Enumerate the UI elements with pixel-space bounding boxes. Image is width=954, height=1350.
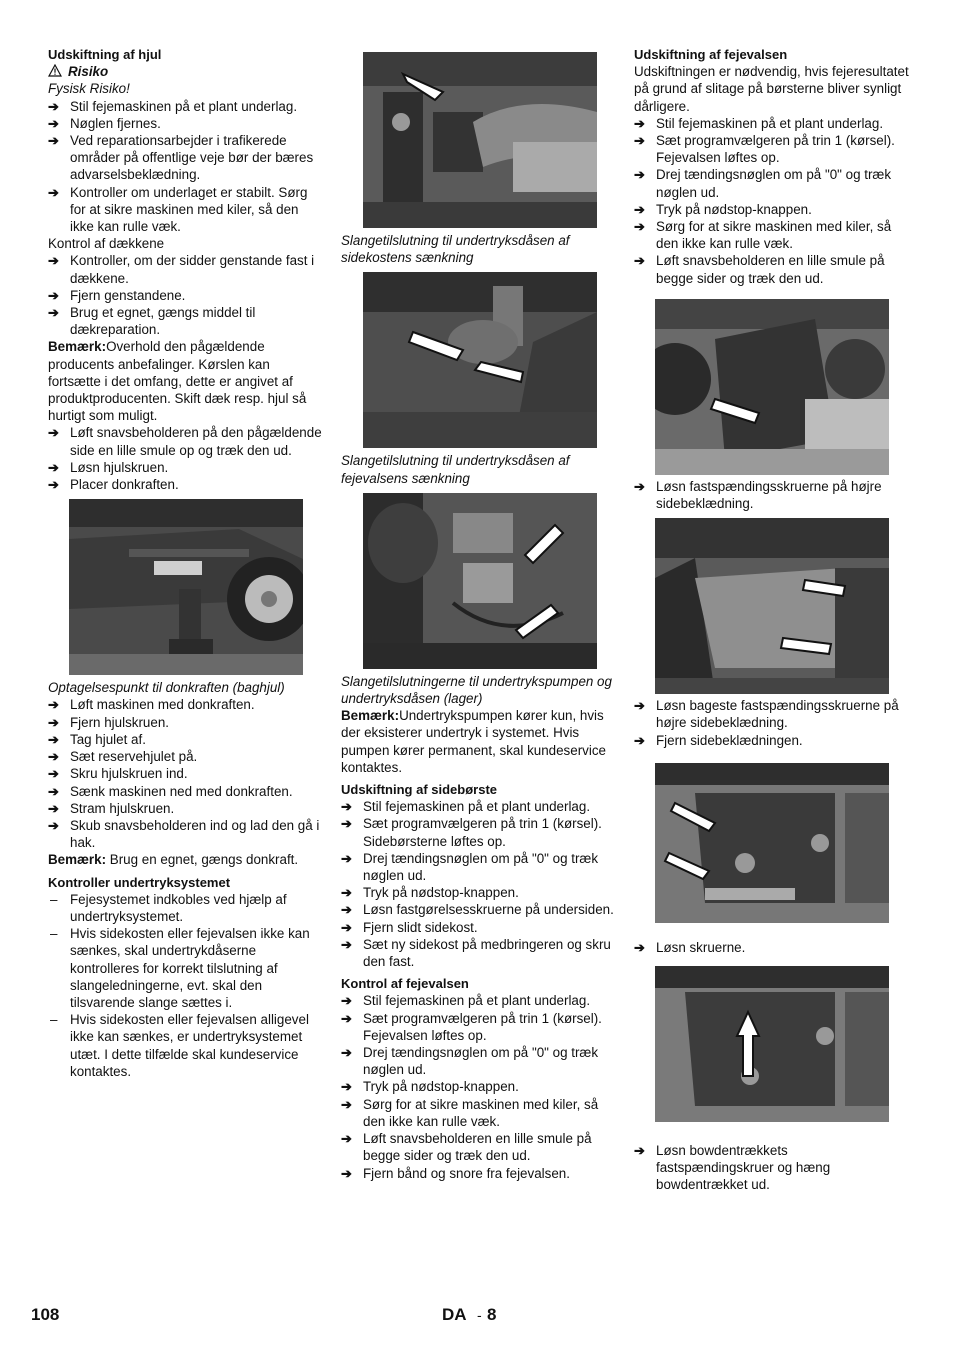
step-item: ➔ Fjern bånd og snore fra fejevalsen. (341, 1165, 570, 1181)
language-code: DA (442, 1305, 467, 1324)
step-list (634, 697, 909, 749)
step-item: ➔ Fjern slidt sidekost. (341, 919, 478, 935)
arrow-right-icon: ➔ (341, 919, 352, 935)
photo-caption: Slangetilslutning til undertryksdåsen af sidekostens sænkning (341, 233, 570, 266)
section-title-vacuum: Kontroller undertryksystemet (48, 874, 231, 890)
step-item: ➔ Løft maskinen med donkraften. (48, 697, 255, 713)
step-item: ➔ Sæt programvælgeren på trin 1 (kørsel). Fejevalsen løftes op. (341, 1010, 602, 1043)
step-item: ➔ Stil fejemaskinen på et plant underlag. (48, 98, 298, 114)
arrow-right-icon: ➔ (48, 731, 59, 747)
arrow-right-icon: ➔ (48, 425, 59, 441)
arrow-right-icon: ➔ (48, 115, 59, 131)
note: Bemærk: Brug en egnet, gængs donkraft. (48, 852, 299, 868)
arrow-right-icon: ➔ (341, 902, 352, 918)
step-item: ➔ Skru hjulskruen ind. (48, 766, 188, 782)
section-title-side-brush: Udskiftning af sidebørste (341, 782, 498, 798)
arrow-right-icon: ➔ (48, 133, 59, 149)
step-list (48, 424, 323, 493)
step-item: ➔ Fjern genstandene. (48, 287, 186, 303)
photo-caption: Slangetilslutningerne til undertrykspumpen og undertryksdåsen (lager) (341, 673, 612, 707)
step-item: ➔ Løft snavsbeholderen på den pågældende side en lille smule op og træk den ud. (48, 425, 322, 458)
arrow-right-icon: ➔ (48, 800, 59, 816)
arrow-right-icon: ➔ (341, 936, 352, 952)
step-item: ➔ Sørg for at sikre maskinen med kiler, så den ikke kan rulle væk. (634, 219, 892, 252)
step-item: ➔ Løft snavsbeholderen en lille smule på begge sider og træk den ud. (634, 253, 885, 286)
step-list (341, 992, 619, 1181)
section-title-roller-replace: Udskiftning af fejevalsen (634, 47, 788, 62)
arrow-right-icon: ➔ (634, 253, 645, 269)
step-item: ➔ Kontroller, om der sidder genstande fast i dækkene. (48, 253, 315, 286)
step-item: ➔ Drej tændingsnøglen om på "0" og træk nøglen ud. (341, 850, 599, 884)
side-panel-photo (655, 299, 889, 475)
column-left (48, 46, 323, 1080)
step-item: ➔ Sørg for at sikre maskinen med kiler, så den ikke kan rulle væk. (341, 1096, 599, 1129)
step-item: ➔ Sæt programvælgeren på trin 1 (kørsel). Fejevalsen løftes op. (634, 133, 895, 166)
note: Bemærk:Undertrykspumpen kører kun, hvis der eksisterer undertryk i systemet. Hvis pumpen kører permanent, skal kundeservice kontaktes. (341, 708, 606, 775)
step-item: ➔ Løft snavsbeholderen en lille smule på begge sider og træk den ud. (341, 1131, 592, 1164)
column-right (634, 46, 909, 1194)
step-item: ➔ Placer donkraften. (48, 477, 179, 493)
step-item: ➔ Kontroller om underlaget er stabilt. Sørg for at sikre maskinen med kiler, så den ikke kan rulle væk. (48, 184, 308, 235)
arrow-right-icon: ➔ (48, 98, 59, 114)
dash-item: – Hvis sidekosten eller fejevalsen ikke kan sænkes, skal undertrykdåserne kontrolleres for korrekt tilslutning af slangeledningerne, evt. skal den tilsvarende slange sættes i. (50, 926, 310, 1010)
jack-point-photo (69, 499, 303, 675)
arrow-right-icon: ➔ (341, 993, 352, 1009)
warning-triangle-icon (48, 64, 62, 77)
step-item: ➔ Tryk på nødstop-knappen. (634, 201, 812, 217)
column-middle (341, 46, 619, 1182)
step-item: ➔ Sæt reservehjulet på. (48, 749, 198, 765)
roller-hose-photo (363, 272, 597, 448)
arrow-right-icon: ➔ (48, 783, 59, 799)
arrow-right-icon: ➔ (341, 1096, 352, 1112)
step-item: ➔ Fjern hjulskruen. (48, 714, 169, 730)
arrow-right-icon: ➔ (634, 698, 645, 714)
step-item: ➔ Tryk på nødstop-knappen. (341, 885, 519, 901)
arrow-right-icon: ➔ (634, 478, 645, 494)
arrow-right-icon: ➔ (48, 477, 59, 493)
step-list (48, 696, 323, 851)
risk-heading (48, 63, 323, 80)
step-list (48, 98, 323, 236)
step-item: ➔ Drej tændingsnøglen om på "0" og træk nøglen ud. (341, 1045, 599, 1078)
section-title-roller-check: Kontrol af fejevalsen (341, 976, 469, 992)
arrow-right-icon: ➔ (341, 1131, 352, 1147)
step-item: ➔ Løsn bageste fastspændingsskruerne på højre sidebeklædning. (634, 698, 899, 731)
arrow-right-icon: ➔ (48, 184, 59, 200)
footer-separator: - (477, 1307, 482, 1323)
dash-item: – Fejesystemet indkobles ved hjælp af undertryksystemet. (50, 891, 287, 924)
risk-label: Risiko (68, 64, 109, 80)
inner-screws-photo (655, 763, 889, 923)
arrow-right-icon: ➔ (48, 714, 59, 730)
step-item: ➔ Nøglen fjernes. (48, 115, 161, 131)
arrow-right-icon: ➔ (634, 1143, 645, 1159)
side-brush-hose-photo (363, 52, 597, 228)
arrow-right-icon: ➔ (634, 133, 645, 149)
photo-caption: Optagelsespunkt til donkraften (baghjul) (48, 680, 285, 696)
arrow-right-icon: ➔ (48, 817, 59, 833)
dash-item: – Hvis sidekosten eller fejevalsen alligevel ikke kan sænkes, er undertryksystemet utæt. I dette tilfælde skal kundeservice kontaktes. (50, 1012, 309, 1079)
arrow-right-icon: ➔ (48, 459, 59, 475)
step-item: ➔ Løsn bowdentrækkets fastspændingskruer og hæng bowdentrækket ud. (634, 1143, 831, 1193)
arrow-right-icon: ➔ (341, 885, 352, 901)
step-list (48, 252, 323, 338)
photo-caption: Slangetilslutning til undertryksdåsen af fejevalsens sænkning (341, 453, 570, 486)
arrow-right-icon: ➔ (634, 219, 645, 235)
step-list (634, 115, 909, 287)
step-item: ➔ Sænk maskinen ned med donkraften. (48, 783, 293, 799)
section-page-number: 8 (487, 1305, 497, 1324)
arrow-right-icon: ➔ (48, 305, 59, 321)
step-item: ➔ Løsn fastgørelsesskruerne på undersiden. (341, 902, 614, 918)
arrow-right-icon: ➔ (48, 253, 59, 269)
arrow-right-icon: ➔ (48, 697, 59, 713)
step-item: ➔ Stram hjulskruen. (48, 800, 175, 816)
step-item: ➔ Sæt programvælgeren på trin 1 (kørsel). Sidebørsterne løftes op. (341, 816, 602, 849)
arrow-right-icon: ➔ (634, 732, 645, 748)
arrow-right-icon: ➔ (341, 1010, 352, 1026)
arrow-right-icon: ➔ (341, 1045, 352, 1061)
section-title-wheel: Udskiftning af hjul (48, 47, 162, 62)
subsection-tires: Kontrol af dækkene (48, 236, 165, 252)
step-item: ➔ Skub snavsbeholderen ind og lad den gå i hak. (48, 817, 320, 851)
bowden-cable-photo (655, 966, 889, 1122)
rear-screws-photo (655, 518, 889, 694)
arrow-right-icon: ➔ (634, 939, 645, 955)
intro-text: Udskiftningen er nødvendig, hvis fejeresultatet på grund af slitage på børsterne bliver synligt dårligere. (634, 64, 909, 114)
arrow-right-icon: ➔ (341, 1079, 352, 1095)
step-item: ➔ Løsn skruerne. (634, 939, 746, 955)
step-item: ➔ Sæt ny sidekost på medbringeren og skru den fast. (341, 936, 611, 970)
note: Bemærk:Overhold den pågældende producents anbefalinger. Kørslen kan fortsætte i det omfang, dette er angivet af produktproducenten. Skift dæk resp. hjul så hurtigt som muligt. (48, 339, 307, 424)
step-item: ➔ Fjern sidebeklædningen. (634, 732, 803, 748)
step-item: ➔ Stil fejemaskinen på et plant underlag. (634, 115, 884, 131)
step-item: ➔ Stil fejemaskinen på et plant underlag. (341, 799, 591, 815)
step-list (341, 798, 619, 970)
arrow-right-icon: ➔ (341, 816, 352, 832)
step-item: ➔ Brug et egnet, gængs middel til dækreparation. (48, 305, 256, 338)
step-item: ➔ Drej tændingsnøglen om på "0" og træk nøglen ud. (634, 167, 892, 200)
step-item: ➔ Ved reparationsarbejder i trafikerede områder på offentlige veje bør der bæres advarselsbeklædning. (48, 133, 314, 183)
arrow-right-icon: ➔ (341, 799, 352, 815)
dash-list (48, 891, 323, 1080)
arrow-right-icon: ➔ (341, 1165, 352, 1181)
step-item: ➔ Tag hjulet af. (48, 731, 146, 747)
step-item: ➔ Stil fejemaskinen på et plant underlag. (341, 993, 591, 1009)
step-item: ➔ Løsn fastspændingsskruerne på højre sidebeklædning. (634, 478, 882, 512)
page-number: 108 (31, 1305, 60, 1324)
vacuum-pump-photo (363, 493, 597, 669)
arrow-right-icon: ➔ (634, 201, 645, 217)
arrow-right-icon: ➔ (634, 167, 645, 183)
risk-text: Fysisk Risiko! (48, 81, 130, 97)
arrow-right-icon: ➔ (48, 766, 59, 782)
step-item: ➔ Løsn hjulskruen. (48, 459, 169, 475)
arrow-right-icon: ➔ (634, 115, 645, 131)
arrow-right-icon: ➔ (48, 287, 59, 303)
arrow-right-icon: ➔ (48, 749, 59, 765)
step-item: ➔ Tryk på nødstop-knappen. (341, 1079, 519, 1095)
arrow-right-icon: ➔ (341, 850, 352, 866)
